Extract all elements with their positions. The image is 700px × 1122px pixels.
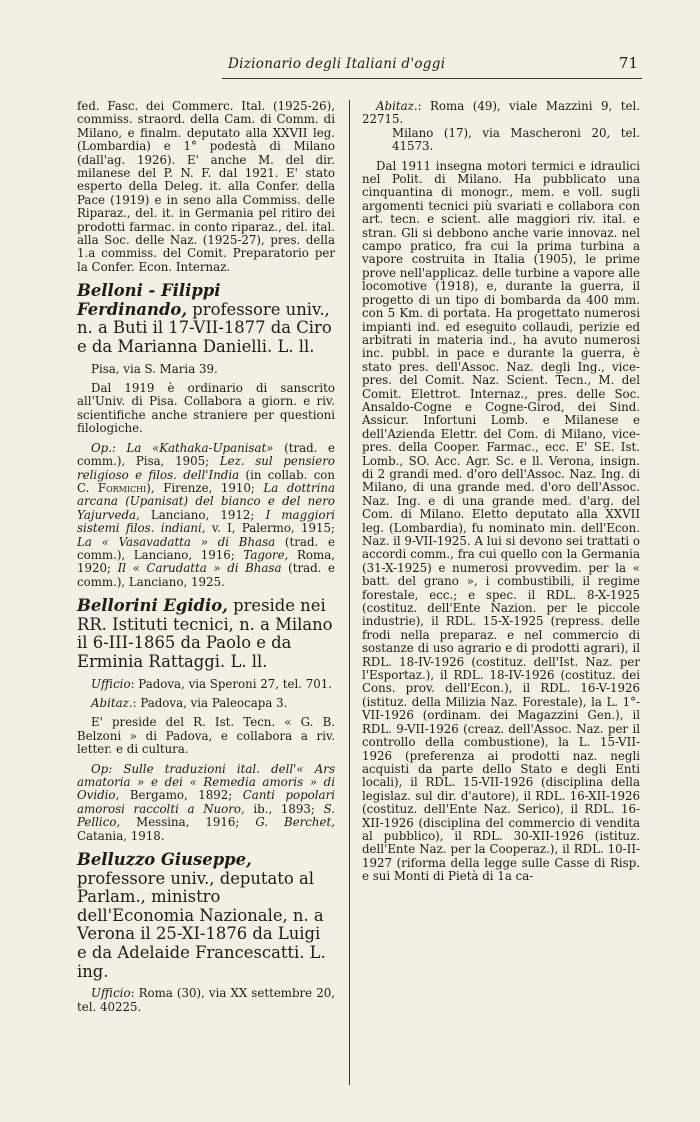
entry-name: Belloni - Filippi Ferdinando, (77, 281, 221, 319)
works-segment: ib., 1893; (244, 801, 324, 816)
entry-heading (77, 282, 335, 356)
works-segment: La « Vasavadatta » di Bhasa (77, 534, 276, 549)
column-divider (349, 100, 350, 1085)
works-segment: Messina, 1916; (120, 815, 256, 830)
office-label: Ufficio (91, 676, 131, 691)
works-segment: Sulle traduzioni ital. dell'« Ars amatoria » e dei « Remedia amoris » di Ovidio, (77, 761, 335, 803)
home-text: : Padova, via Paleocapa 3. (132, 695, 288, 710)
entry-description: preside nei RR. Istituti tecnici, n. a Milano il 6-III-1865 da Paolo e da Erminia Rattaggi. L. ll. (77, 596, 333, 671)
works-segment: v. I, Palermo, 1915; (205, 521, 335, 536)
works-segment: Formichi (97, 480, 147, 495)
works-segment: (trad. e comm.), Lanciano, 1916; (77, 534, 335, 562)
entry-address: Pisa, via S. Maria 39. (91, 361, 218, 376)
entry-bio: Dal 1919 è ordinario di sanscrito all'Univ. di Pisa. Collabora a giorn. e riv. scientifiche anche straniere per questioni filologiche. (77, 381, 335, 436)
entry-heading (77, 597, 335, 671)
entry-home-address (77, 697, 335, 710)
home-label: Abitaz. (376, 99, 418, 113)
works-segment: I maggiori sistemi filos. indiani, (77, 507, 335, 536)
header-rule (222, 78, 642, 79)
works-segment: Op: (91, 761, 124, 776)
works-segment: (trad. e comm.), Pisa, 1905; (77, 440, 335, 469)
works-segment: (in collab. con C. (77, 467, 335, 495)
works-segment: Il « Carudatta » di Bhasa (117, 561, 282, 576)
left-column (77, 100, 335, 1020)
works-segment: G. Berchet, (255, 815, 335, 830)
office-label: Ufficio (91, 986, 131, 1001)
right-column (362, 100, 640, 890)
entry-name: Belluzzo Giuseppe, (77, 850, 252, 869)
page-header (222, 52, 642, 78)
works-segment: Catania, 1918. (77, 828, 165, 843)
home-text: : Roma (49), viale Mazzini 9, tel. 22715. (362, 99, 640, 127)
works-segment: (trad. e comm.), Lanciano, 1925. (77, 561, 335, 589)
works-segment: S. Pellico, (77, 801, 335, 830)
continuation-text: fed. Fasc. dei Commerc. Ital. (1925-26), commiss. straord. della Cam. di Comm. di Milano, e finalm. deputato alla XXVII leg. (Lombardia) e 1° podestà di Milano (dall'ag. 1926). E' anche M. del dir. milanese del P. N. F. dal 1921. E' stato esperto della Deleg. it. alla Confer. della Pace (1919) e in seno alla Commiss. delle Riparaz., del. it. in Germania pel ritiro dei prodotti farmac. in conto riparaz., del. ital. alla Soc. delle Naz. (1925-27), pres. della 1.a commiss. del Comit. Preparatorio per la Confer. Econ. Internaz. (77, 99, 335, 274)
entry-office-address (77, 678, 335, 691)
entry-home-address (362, 100, 640, 127)
entry-heading (77, 851, 335, 981)
entry-bio: E' preside del R. Ist. Tecn. « G. B. Belzoni » di Padova, e collabora a riv. letter. e di cultura. (77, 715, 335, 757)
entry-office-address (77, 987, 335, 1014)
works-segment: Lanciano, 1912; (139, 507, 266, 522)
home-label: Abitaz. (91, 695, 133, 710)
works-segment: ), Firenze, 1910; (146, 480, 264, 495)
entry-name: Bellorini Egidio, (77, 596, 228, 616)
entry-description: professore univ., deputato al Parlam., ministro dell'Economia Nazionale, n. a Verona il 25-XI-1876 da Luigi e da Adelaide Francescatti. L. ing. (77, 868, 326, 981)
entry-description: professore univ., n. a Buti il 17-VII-1877 da Ciro e da Marianna Danielli. L. ll. (77, 299, 332, 357)
works-segment: Roma, 1920; (77, 547, 335, 576)
works-segment: La dottrina arcana (Upanisat) del bianco e del nero Yajurveda, (77, 480, 335, 522)
works-segment: Lez. sul pensiero religioso e filos. dell'India (77, 454, 336, 482)
works-segment: Canti popolari amorosi raccolti a Nuoro, (77, 788, 335, 816)
office-text: : Padova, via Speroni 27, tel. 701. (130, 676, 333, 691)
entry-works (77, 763, 335, 843)
page-number: 71 (618, 54, 638, 72)
office-text: : Roma (30), via XX settembre 20, tel. 40225. (77, 986, 335, 1014)
entry-works (77, 442, 335, 589)
entry-home-address-2: Milano (17), via Mascheroni 20, tel. 41573. (392, 125, 640, 154)
entry-bio: Dal 1911 insegna motori termici e idraulici nel Polit. di Milano. Ha pubblicato una cinquantina di monogr., mem. e voll. sugli argomenti tecnici più svariati e collabora con art. tecn. e scient. alle maggiori riv. ital. e stran. Gli si debbono anche varie innovaz. nel campo pratico, fra cui la prima turbina a vapore costruita in Italia (1905), le prime prove nell'applicaz. delle turbine a vapore alle locomotive (1918), e, durante la guerra, il progetto di un tipo di bombarda da 400 mm. con 5 Km. di portata. Ha progettato numerosi impianti ind. ed eseguito collaudi, perizie ed arbitrati in materia ind., ha avuto numerosi inc. pubbl. in pace e durante la guerra, è stato pres. dell'Assoc. Naz. degli Ing., vice-pres. del Comit. Naz. Scient. Tecn., M. del Comit. Elettrot. Internaz., pres. delle Soc. Ansaldo-Cogne e Cogne-Girod, dei Sind. Assicur. Infortuni Lomb. e Milanese e dell'Azienda Elettr. del Com. di Milano, vice-pres. della Cooper. Farmac., ecc. E' SE. Ist. Lomb., SO. Acc. Agr. Sc. e ll. Verona, insign. di 2 grandi med. d'oro dell'Assoc. Naz. Ing. di Milano, di una grande med. d'oro dell'Assoc. Naz. Ing. e di una grande med. d'arg. del Com. di Milano. Eletto deputato alla XXVII leg. (Lombardia), fu nominato min. dell'Econ. Naz. il 9-VII-1925. A lui si devono sei trattati o accordi comm., fra cui quello con la Germania (31-X-1925) e numerosi provvedim. per la « batt. del grano », i combustibili, il regime forestale, ecc.; e spec. il RDL. 8-X-1925 (costituz. dell'Ente Nazion. per le piccole industrie), il RDL. 15-X-1925 (repress. delle frodi nella preparaz. e nel commercio di sostanze di uso agrario e di prodotti agrari), il RDL. 18-IV-1926 (costituz. dell'Ist. Naz. per l'Esportaz.), il RDL. 18-IV-1926 (costituz. dei Cons. prov. dell'Econ.), il RDL. 16-V-1926 (istituz. della Milizia Naz. Forestale), la L. 1°-VII-1926 (ordinam. dei Magazzini Gen.), il RDL. 9-VII-1926 (creaz. dell'Assoc. Naz. per il controllo della combustione), la L. 15-VII-1926 (preferenza ai prodotti naz. negli acquisti da parte dello Stato e degli Enti locali), il RDL. 15-VII-1926 (disciplina della legislaz. sul dir. d'autore), il RDL. 16-XII-1926 (costituz. dell'Ente Naz. Serico), il RDL. 16-XII-1926 (disciplina del commercio di vendita al pubblico), il RDL. 30-XII-1926 (istituz. dell'Ente Naz. per la Cooperaz.), il RDL. 10-II-1927 (riforma della legge sulle Casse di Risp. e sui Monti di Pietà di 1a ca- (362, 158, 640, 884)
running-title: Dizionario degli Italiani d'oggi (228, 56, 446, 72)
works-segment: Tagore, (243, 547, 289, 562)
works-segment: Bergamo, 1892; (119, 788, 243, 803)
works-segment: Op.: (91, 440, 127, 455)
works-segment: La «Kathaka-Upanisat» (126, 440, 274, 455)
